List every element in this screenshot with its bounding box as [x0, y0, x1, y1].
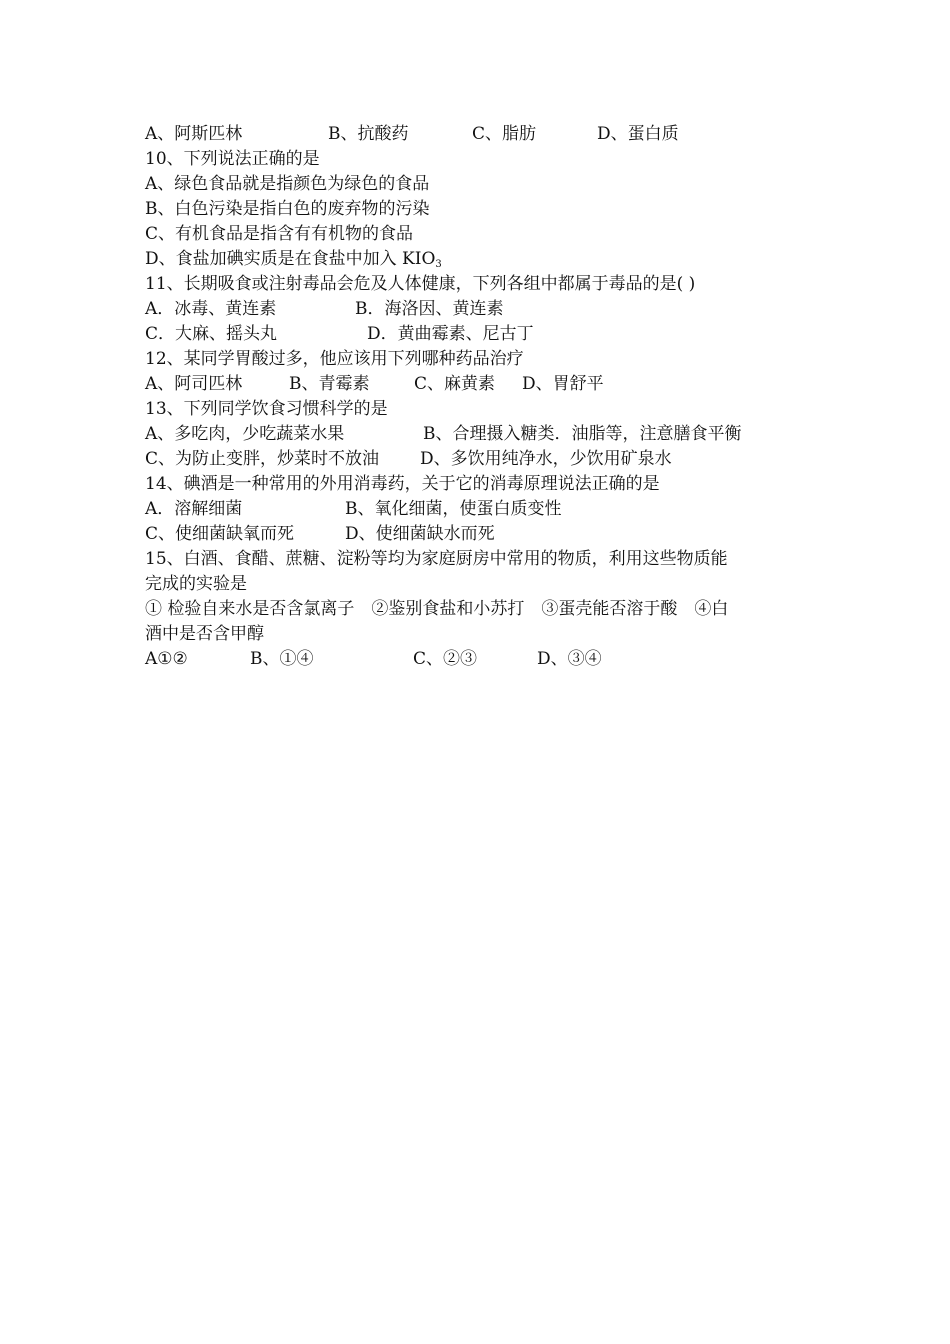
- q11-option-a: A．冰毒、黄连素: [145, 299, 277, 319]
- q10-option-a: A、绿色食品就是指颜色为绿色的食品: [145, 174, 430, 194]
- q11-option-c: C．大麻、摇头丸: [145, 324, 278, 344]
- q13-option-d: D、多饮用纯净水，少饮用矿泉水: [420, 449, 672, 469]
- q11-stem: 11、长期吸食或注射毒品会危及人体健康，下列各组中都属于毒品的是( ): [145, 274, 696, 294]
- q13-option-c: C、为防止变胖，炒菜时不放油: [145, 449, 380, 469]
- q14-options-row-2: [145, 522, 815, 547]
- q9-option-a: A、阿斯匹林: [145, 124, 243, 144]
- q13-option-b: B、合理摄入糖类．油脂等，注意膳食平衡: [423, 424, 742, 444]
- q15-stem-line-2: 完成的实验是: [145, 574, 247, 594]
- q14-option-b: B、氧化细菌，使蛋白质变性: [345, 499, 562, 519]
- q15-stem-line-1: 15、白酒、食醋、蔗糖、淀粉等均为家庭厨房中常用的物质，利用这些物质能: [145, 549, 728, 569]
- question-list: [145, 122, 815, 672]
- q13-stem: 13、下列同学饮食习惯科学的是: [145, 399, 388, 419]
- q14-option-c: C、使细菌缺氧而死: [145, 524, 295, 544]
- q14-options-row-1: [145, 497, 815, 522]
- q13-options-row-2: [145, 447, 815, 472]
- q15-items-line-2: 酒中是否含甲醇: [145, 624, 264, 644]
- q9-options-row: [145, 122, 815, 147]
- q14-option-d: D、使细菌缺水而死: [345, 524, 495, 544]
- q10-option-b: B、白色污染是指白色的废弃物的污染: [145, 199, 430, 219]
- q12-option-c: C、麻黄素: [414, 374, 496, 394]
- q10-stem: 10、下列说法正确的是: [145, 149, 320, 169]
- q12-option-a: A、阿司匹林: [145, 374, 243, 394]
- q12-option-d: D、胃舒平: [522, 374, 604, 394]
- q9-option-d: D、蛋白质: [597, 124, 679, 144]
- q12-options-row: [145, 372, 815, 397]
- q15-option-a: A①②: [145, 649, 188, 669]
- q11-options-row-2: [145, 322, 815, 347]
- q10-option-d: D、食盐加碘实质是在食盐中加入 $KIO_3$: [145, 249, 442, 270]
- q15-items-line-1: ① 检验自来水是否含氯离子 ②鉴别食盐和小苏打 ③蛋壳能否溶于酸 ④白: [145, 599, 729, 619]
- q15-options-row: [145, 647, 815, 672]
- q15-option-d: D、③④: [537, 649, 602, 669]
- q14-option-a: A．溶解细菌: [145, 499, 243, 519]
- q9-option-c: C、脂肪: [472, 124, 537, 144]
- q11-options-row-1: [145, 297, 815, 322]
- q13-option-a: A、多吃肉，少吃蔬菜水果: [145, 424, 345, 444]
- q15-option-c: C、②③: [413, 649, 478, 669]
- q10-subscript: 3: [435, 259, 442, 270]
- q12-stem: 12、某同学胃酸过多，他应该用下列哪种药品治疗: [145, 349, 524, 369]
- q15-option-b: B、①④: [250, 649, 314, 669]
- q9-option-b: B、抗酸药: [328, 124, 409, 144]
- q13-options-row-1: [145, 422, 815, 447]
- q11-option-d: D．黄曲霉素、尼古丁: [367, 324, 534, 344]
- q11-option-b: B．海洛因、黄连素: [355, 299, 504, 319]
- q10-option-c: C、有机食品是指含有有机物的食品: [145, 224, 414, 244]
- q12-option-b: B、青霉素: [289, 374, 370, 394]
- q14-stem: 14、碘酒是一种常用的外用消毒药，关于它的消毒原理说法正确的是: [145, 474, 660, 494]
